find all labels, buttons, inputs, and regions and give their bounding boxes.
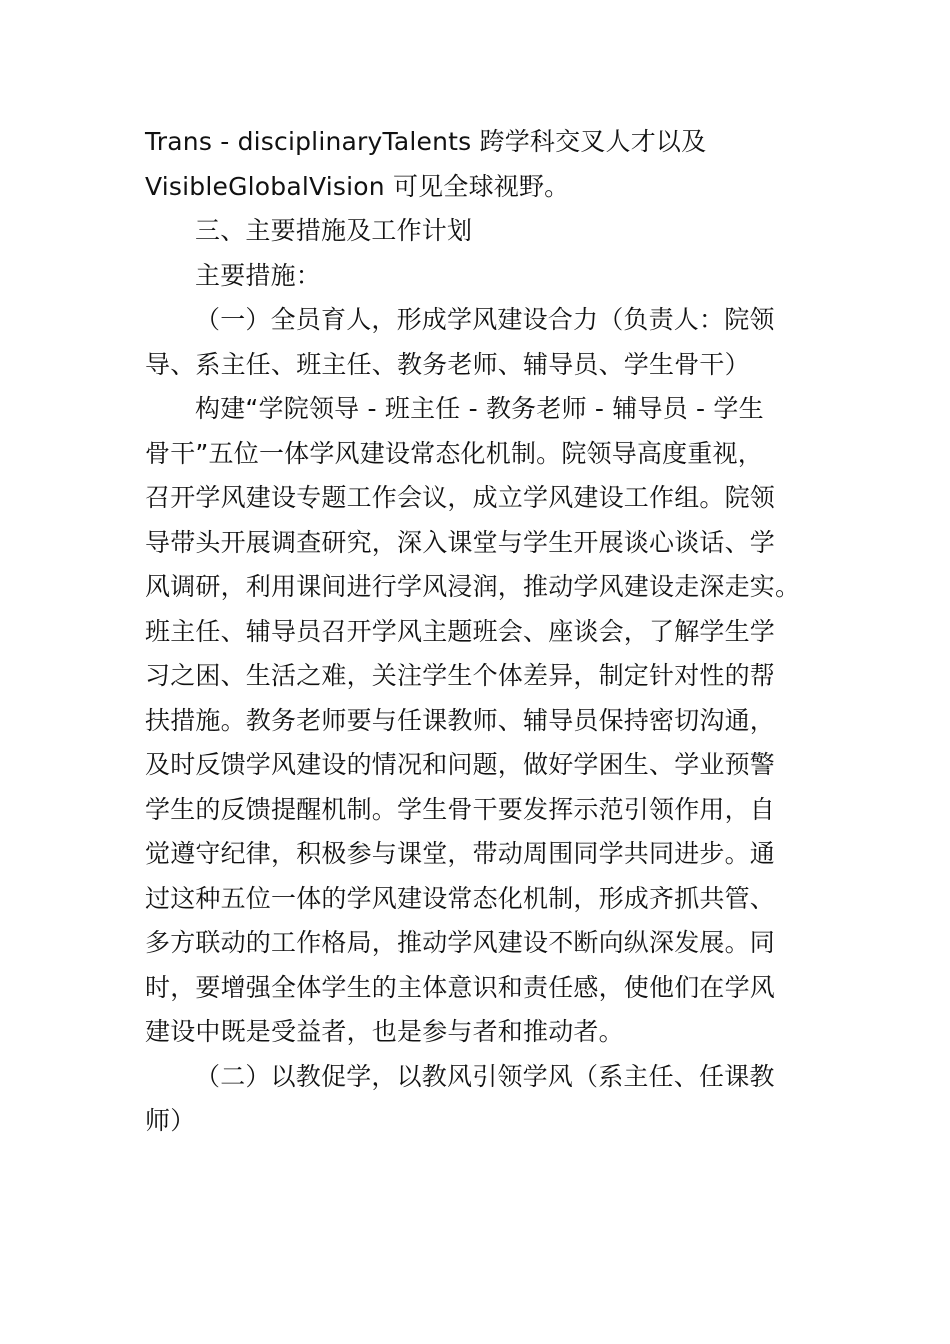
text-line: 班主任、辅导员召开学风主题班会、座谈会，了解学生学 — [145, 616, 776, 646]
text-line: 及时反馈学风建设的情况和问题，做好学困生、学业预警 — [145, 750, 776, 779]
text-line: 时，要增强全体学生的主体意识和责任感，使他们在学风 — [145, 972, 776, 1002]
section-heading: 三、主要措施及工作计划 — [195, 216, 473, 245]
text-line: 召开学风建设专题工作会议，成立学风建设工作组。院领 — [145, 483, 776, 512]
text-line: 多方联动的工作格局，推动学风建设不断向纵深发展。同 — [145, 928, 776, 957]
document-body — [145, 120, 805, 1144]
paragraph-start: 构建“学院领导 - 班主任 - 教务老师 - 辅导员 - 学生 — [195, 394, 764, 423]
text-line: 骨干”五位一体学风建设常态化机制。院领导高度重视， — [145, 438, 763, 468]
text-line: 扶措施。教务老师要与任课教师、辅导员保持密切沟通， — [145, 705, 776, 735]
text-line: 师） — [145, 1106, 196, 1135]
text-line: 导带头开展调查研究，深入课堂与学生开展谈心谈话、学 — [145, 527, 776, 557]
text-line: 学生的反馈提醒机制。学生骨干要发挥示范引领作用，自 — [145, 794, 776, 824]
text-line: 风调研，利用课间进行学风浸润，推动学风建设走深走实。 — [145, 572, 801, 601]
text-line: VisibleGlobalVision 可见全球视野。 — [145, 171, 570, 201]
subheading: 主要措施： — [195, 260, 322, 290]
text-line: 建设中既是受益者，也是参与者和推动者。 — [145, 1017, 624, 1046]
text-line: 过这种五位一体的学风建设常态化机制，形成齐抓共管、 — [145, 883, 776, 913]
item-heading: （二）以教促学，以教风引领学风（系主任、任课教 — [195, 1061, 775, 1091]
text-line: 觉遵守纪律，积极参与课堂，带动周围同学共同进步。通 — [145, 839, 776, 868]
text-line: 导、系主任、班主任、教务老师、辅导员、学生骨干） — [145, 349, 750, 379]
text-line: 习之困、生活之难，关注学生个体差异，制定针对性的帮 — [145, 661, 776, 690]
item-heading: （一）全员育人，形成学风建设合力（负责人：院领 — [195, 305, 775, 334]
text-line: Trans - disciplinaryTalents 跨学科交叉人才以及 — [145, 127, 707, 156]
